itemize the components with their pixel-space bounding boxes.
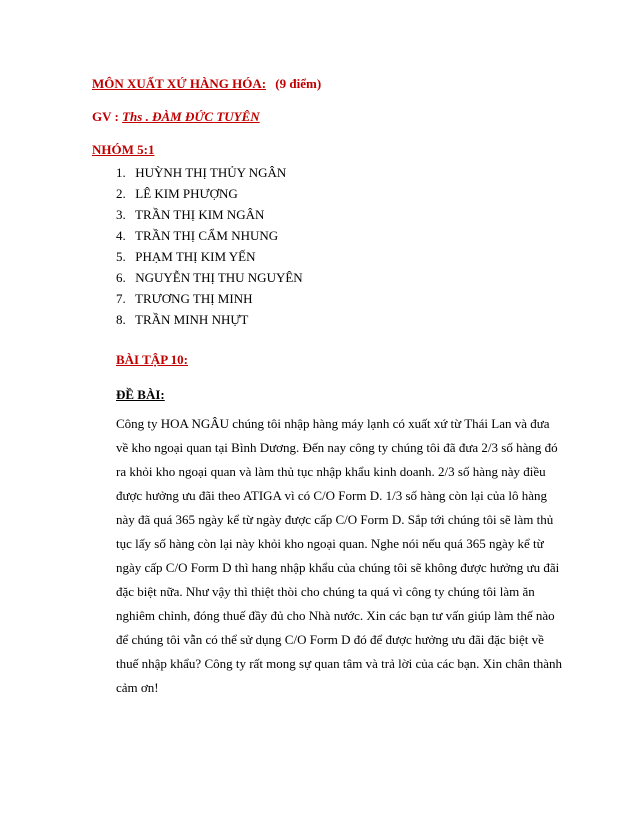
member-number: 2. <box>116 186 126 201</box>
body-line: cảm ơn! <box>116 680 159 695</box>
body-line: này đã quá 365 ngày kể từ ngày được cấp C/O Form D. Sắp tới chúng tôi sẽ làm thủ <box>116 512 554 527</box>
exercise-title: BÀI TẬP 10: <box>116 352 188 367</box>
body-line: đặc biệt nữa. Như vậy thì thiệt thòi cho chúng ta quá vì công ty chúng tôi làm ăn <box>116 584 535 599</box>
member-name: HUỲNH THỊ THỦY NGÂN <box>135 165 287 180</box>
prompt-label: ĐỀ BÀI: <box>116 387 165 402</box>
member-number: 5. <box>116 249 126 264</box>
teacher-heading <box>92 109 260 125</box>
member-name: PHẠM THỊ KIM YẾN <box>135 249 256 264</box>
member-name: TRẦN THỊ CẨM NHUNG <box>135 228 279 243</box>
exercise-body <box>116 412 563 700</box>
body-line: nghiêm chỉnh, đóng thuế đầy đủ cho Nhà nước. Xin các bạn tư vấn giúp làm thế nào <box>116 608 555 623</box>
list-item <box>116 267 303 288</box>
body-line: ngày cấp C/O Form D thì hang nhập khẩu của chúng tôi sẽ không được hưởng ưu đãi <box>116 560 560 575</box>
teacher-prefix: GV : <box>92 109 119 124</box>
member-name: NGUYỄN THỊ THU NGUYÊN <box>135 270 303 285</box>
member-number: 6. <box>116 270 126 285</box>
list-item <box>116 225 303 246</box>
body-line: về kho ngoại quan tại Bình Dương. Đến nay công ty chúng tôi đã đưa 2/3 số hàng đó <box>116 440 558 455</box>
group-heading: NHÓM 5:1 <box>92 142 155 157</box>
list-item <box>116 204 303 225</box>
member-name: TRƯƠNG THỊ MINH <box>135 291 253 306</box>
body-line: được hưởng ưu đãi theo ATIGA vì có C/O Form D. 1/3 số hàng còn lại của lô hàng <box>116 488 547 503</box>
list-item <box>116 162 303 183</box>
member-number: 7. <box>116 291 126 306</box>
teacher-name: Ths . ĐÀM ĐỨC TUYÊN <box>122 109 260 124</box>
list-item <box>116 288 303 309</box>
body-line: thuế nhập khẩu? Công ty rất mong sự quan tâm và trả lời của các bạn. Xin chân thành <box>116 656 563 671</box>
body-line: ra khỏi kho ngoại quan và làm thủ tục nhập khẩu kinh doanh. 2/3 số hàng này điều <box>116 464 546 479</box>
list-item <box>116 309 303 330</box>
member-name: TRẦN MINH NHỰT <box>135 312 249 327</box>
subject-points: (9 điểm) <box>275 76 322 91</box>
member-number: 8. <box>116 312 126 327</box>
list-item <box>116 183 303 204</box>
member-number: 4. <box>116 228 126 243</box>
body-line: để chúng tôi vẫn có thể sử dụng C/O Form D đó để được hưởng ưu đãi đặc biệt về <box>116 632 544 647</box>
list-item <box>116 246 303 267</box>
subject-heading <box>92 76 321 92</box>
body-line: Công ty HOA NGÂU chúng tôi nhập hàng máy lạnh có xuất xứ từ Thái Lan và đưa <box>116 416 550 431</box>
member-number: 3. <box>116 207 126 222</box>
body-line: tục lấy số hàng còn lại này khỏi kho ngoại quan. Nghe nói nếu quá 365 ngày kể từ <box>116 536 544 551</box>
member-name: LÊ KIM PHƯỢNG <box>135 186 238 201</box>
subject-title: MÔN XUẤT XỨ HÀNG HÓA: <box>92 76 267 91</box>
member-number: 1. <box>116 165 126 180</box>
member-name: TRẦN THỊ KIM NGÂN <box>135 207 265 222</box>
member-list <box>116 162 303 330</box>
